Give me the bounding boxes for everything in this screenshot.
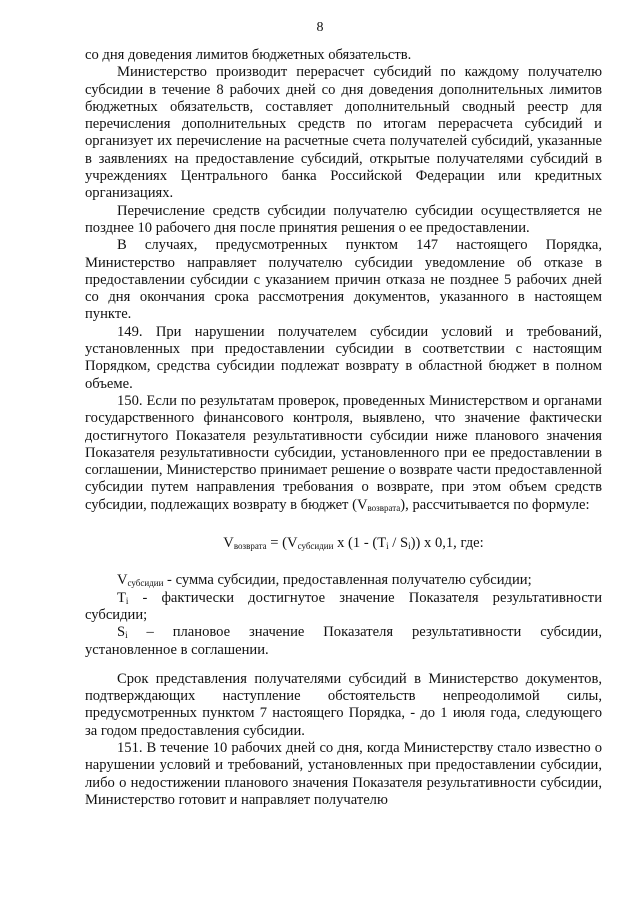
definition-subscript: субсидии xyxy=(127,578,164,589)
paragraph-150-subscript: возврата xyxy=(367,502,401,513)
formula-equals: = (V xyxy=(266,535,298,552)
paragraph-force-majeure: Срок представления получателями субсидий в Министерство документов, подтверждающих наступление обстоятельств непреодолимой силы, предусмотренных пунктом 7 настоящего Порядка, - до 1 июля года, следующего за годом предоставления субсидии. xyxy=(85,670,602,739)
formula-divide: / S xyxy=(388,535,409,552)
formula-t-subscript: i xyxy=(386,541,389,552)
definition-text: - фактически достигнутое значение Показателя результативности субсидии; xyxy=(85,589,602,623)
definition-subscript: i xyxy=(125,595,129,606)
paragraph-recalculation: Министерство производит перерасчет субсидий по каждому получателю субсидии в течение 8 рабочих дней со дня доведения дополнительных лимитов бюджетных обязательств, составляет дополнительный сводный реестр для перечисления дополнительных средств по итогам перерасчета субсидий и организует их перечисление на расчетные счета получателей субсидий, указанные в заявлениях на предоставление субсидий, открытые получателями субсидий в учреждениях Центрального банка Российской Федерации или кредитных организациях. xyxy=(85,64,602,202)
paragraph-150-text: 150. Если по результатам проверок, проведенных Министерством и органами государственного финансового контроля, выявлено, что значение фактически достигнутого Показателя результативности субсидии ниже планового значения Показателя результативности субсидии, установленного при ее предоставлении в соглашении, Министерство принимает решение о возврате части предоставленной субсидии путем направления требования о возврате, при этом объем средств субсидии, подлежащих возврату в бюджет (V xyxy=(85,392,602,513)
formula-v: V xyxy=(223,535,234,552)
definition-symbol: V xyxy=(117,572,128,589)
formula-end: )) x 0,1, где: xyxy=(410,535,484,552)
paragraph-150 xyxy=(85,393,602,514)
page-number: 8 xyxy=(316,20,324,35)
formula-v2-subscript: субсидии xyxy=(297,541,334,552)
paragraph-transfer: Перечисление средств субсидии получателю субсидии осуществляется не позднее 10 рабочего дня после принятия решения о ее предоставлении. xyxy=(85,202,602,236)
paragraph-refusal-notice: В случаях, предусмотренных пунктом 147 настоящего Порядка, Министерство направляет получателю субсидии уведомление об отказе в предоставлении субсидии с указанием причин отказа не позднее 5 рабочих дней со дня окончания срока рассмотрения документов, указанного в настоящем пункте. xyxy=(85,237,602,323)
formula-middle: x (1 - (T xyxy=(333,535,387,552)
definition-v-subsidy xyxy=(85,572,602,589)
document-body xyxy=(85,47,602,809)
definition-s-planned xyxy=(85,624,602,659)
paragraph-continuation: со дня доведения лимитов бюджетных обязательств. xyxy=(85,47,412,63)
refund-formula xyxy=(85,535,602,552)
definition-text: – плановое значение Показателя результативности субсидии, установленное в соглашении. xyxy=(85,624,602,658)
formula-s-subscript: i xyxy=(408,541,411,552)
definition-text: - сумма субсидии, предоставленная получателю субсидии; xyxy=(163,572,532,589)
paragraph-150-tail: ), рассчитывается по формуле: xyxy=(400,496,590,513)
paragraph-151: 151. В течение 10 рабочих дней со дня, когда Министерству стало известно о нарушении условий и требований, установленных при предоставлении субсидии, либо о недостижении планового значения Показателя результативности субсидии, Министерство готовит и направляет получателю xyxy=(85,739,602,808)
definition-symbol: T xyxy=(117,589,126,606)
definition-t-actual xyxy=(85,590,602,625)
definition-symbol: S xyxy=(117,624,126,641)
definition-subscript: i xyxy=(125,630,128,641)
paragraph-149: 149. При нарушении получателем субсидии условий и требований, установленных при предоставлении субсидии в соответствии с настоящим Порядком, средства субсидии подлежат возврату в областной бюджет в полном объеме. xyxy=(85,323,602,392)
formula-v-subscript: возврата xyxy=(233,541,267,552)
